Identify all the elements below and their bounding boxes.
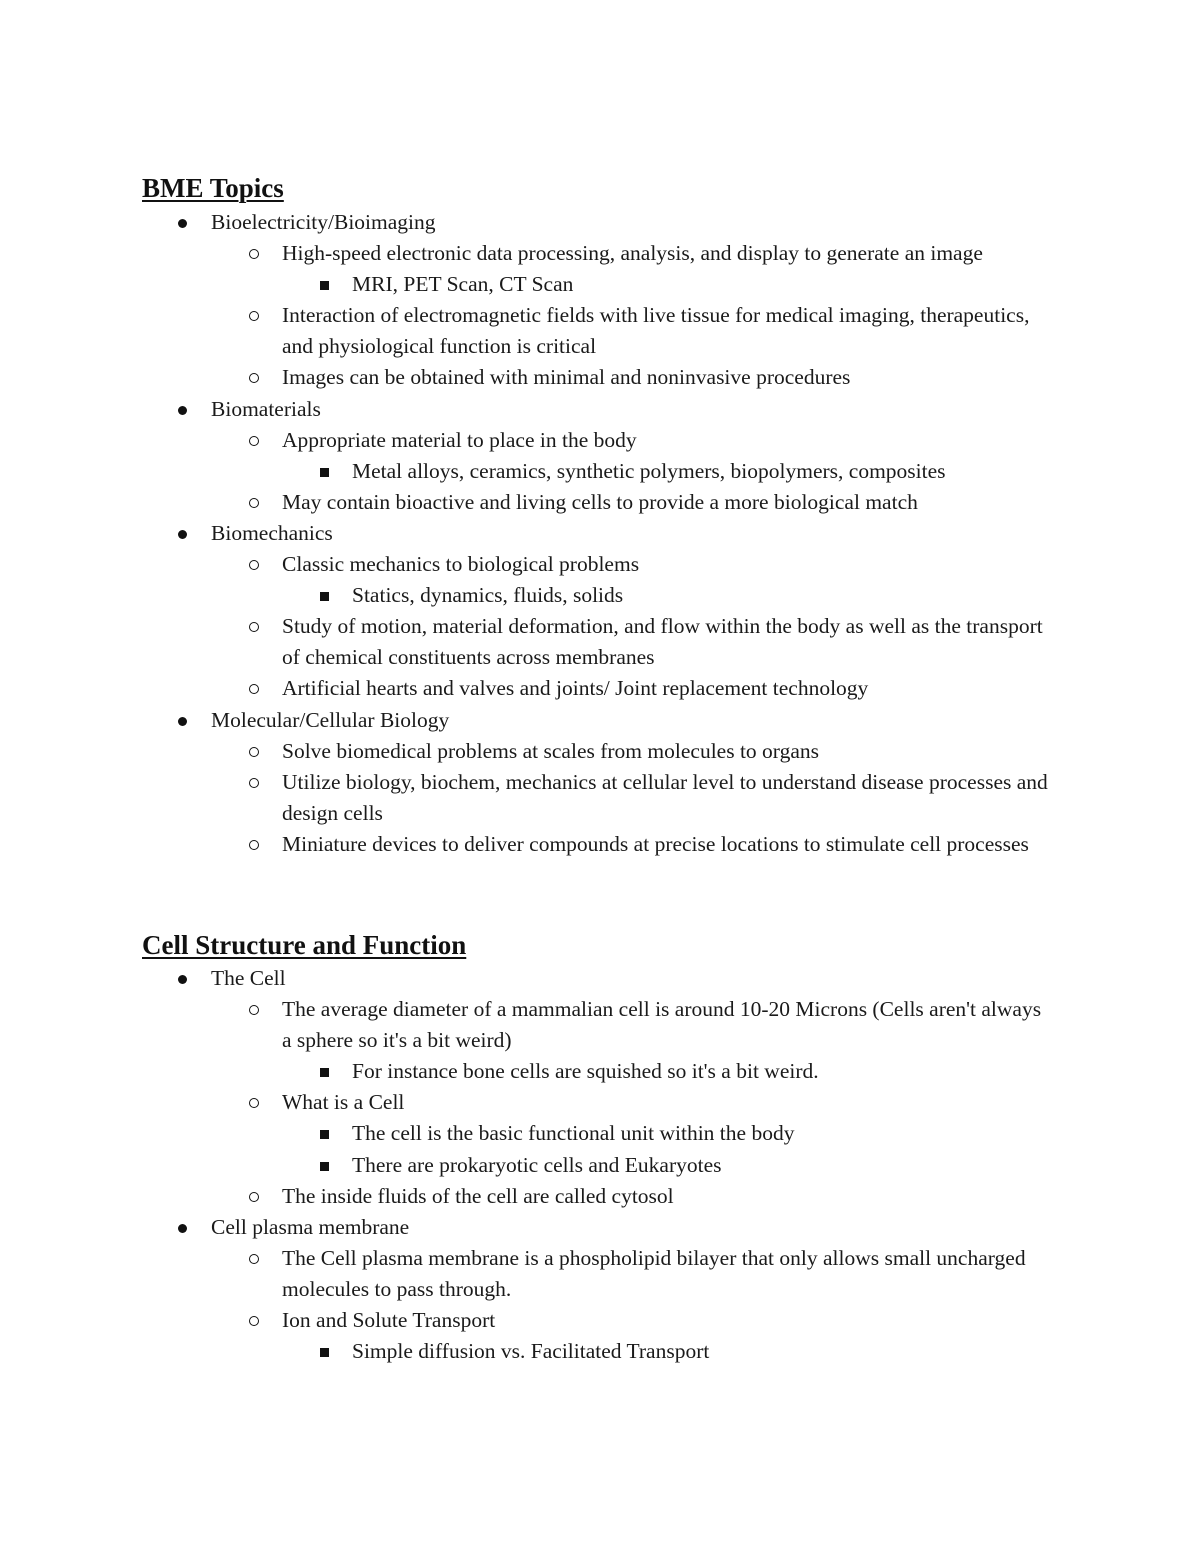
list-item-text: Interaction of electromagnetic fields with live tissue for medical imaging, therapeutics, and physiological function is critical xyxy=(282,303,1030,359)
list-item-text: May contain bioactive and living cells to provide a more biological match xyxy=(282,489,918,514)
hollow-circle-bullet-icon xyxy=(249,498,259,508)
list-item-text: Miniature devices to deliver compounds at precise locations to stimulate cell processes xyxy=(282,831,1029,856)
list-item xyxy=(0,767,1052,829)
list-item-text: Utilize biology, biochem, mechanics at cellular level to understand disease processes and design cells xyxy=(282,769,1048,825)
list-item xyxy=(0,425,1052,456)
list-item xyxy=(0,1118,1052,1149)
filled-square-bullet-icon xyxy=(320,1162,329,1171)
list-item-text: Ion and Solute Transport xyxy=(282,1308,496,1333)
list-item xyxy=(0,736,1052,767)
list-item xyxy=(0,611,1052,673)
list-item xyxy=(0,362,1052,393)
list-item xyxy=(0,269,1052,300)
hollow-circle-bullet-icon xyxy=(249,1098,259,1108)
list-item xyxy=(0,1212,1031,1243)
list-item-text: There are prokaryotic cells and Eukaryotes xyxy=(352,1152,722,1177)
filled-square-bullet-icon xyxy=(320,468,329,477)
list-item-text: Images can be obtained with minimal and noninvasive procedures xyxy=(282,365,851,390)
hollow-circle-bullet-icon xyxy=(249,622,259,632)
list-item-text: The Cell xyxy=(211,966,286,990)
list-item xyxy=(0,1150,1052,1181)
section-title-cell-structure: Cell Structure and Function xyxy=(142,930,467,960)
list-item xyxy=(0,705,1031,736)
list-item-text: For instance bone cells are squished so it's a bit weird. xyxy=(352,1059,819,1084)
section-title-bme-topics: BME Topics xyxy=(142,173,284,203)
cell-structure-list xyxy=(0,963,1052,1367)
list-item-text: Cell plasma membrane xyxy=(211,1214,410,1239)
hollow-circle-bullet-icon xyxy=(249,684,259,694)
list-item xyxy=(0,673,1052,704)
list-item-text: Molecular/Cellular Biology xyxy=(211,707,450,732)
hollow-circle-bullet-icon xyxy=(249,1005,259,1015)
list-item-text: The cell is the basic functional unit within the body xyxy=(352,1121,795,1146)
list-item-text: The inside fluids of the cell are called cytosol xyxy=(282,1183,674,1208)
filled-square-bullet-icon xyxy=(320,1348,329,1357)
hollow-circle-bullet-icon xyxy=(249,311,259,321)
list-item-text: Bioelectricity/Bioimaging xyxy=(211,210,436,234)
list-item-text: Simple diffusion vs. Facilitated Transport xyxy=(352,1339,710,1364)
hollow-circle-bullet-icon xyxy=(249,778,259,788)
filled-circle-bullet-icon xyxy=(178,530,187,539)
hollow-circle-bullet-icon xyxy=(249,373,259,383)
list-item-text: High-speed electronic data processing, analysis, and display to generate an image xyxy=(282,241,983,266)
hollow-circle-bullet-icon xyxy=(249,1254,259,1264)
list-item-text: Statics, dynamics, fluids, solids xyxy=(352,583,624,608)
filled-square-bullet-icon xyxy=(320,1068,329,1077)
list-item xyxy=(0,829,1052,860)
filled-square-bullet-icon xyxy=(320,592,329,601)
hollow-circle-bullet-icon xyxy=(249,560,259,570)
list-item xyxy=(0,1243,1052,1305)
filled-square-bullet-icon xyxy=(320,281,329,290)
list-item xyxy=(0,394,1031,425)
hollow-circle-bullet-icon xyxy=(249,840,259,850)
list-item xyxy=(0,549,1052,580)
filled-circle-bullet-icon xyxy=(178,975,187,984)
list-item xyxy=(0,456,1052,487)
list-item xyxy=(0,1056,1052,1087)
list-item xyxy=(0,1087,1052,1118)
list-item-text: MRI, PET Scan, CT Scan xyxy=(352,272,574,297)
list-item xyxy=(0,580,1052,611)
list-item xyxy=(0,1305,1052,1336)
bme-topics-list xyxy=(0,207,1052,860)
list-item xyxy=(0,238,1052,269)
list-item xyxy=(0,963,1031,994)
list-item xyxy=(0,207,1031,238)
list-item xyxy=(0,994,1052,1056)
list-item xyxy=(0,1181,1052,1212)
hollow-circle-bullet-icon xyxy=(249,1316,259,1326)
list-item-text: Biomaterials xyxy=(211,396,321,421)
list-item-text: Classic mechanics to biological problems xyxy=(282,552,640,577)
list-item-text: What is a Cell xyxy=(282,1090,405,1115)
filled-circle-bullet-icon xyxy=(178,717,187,726)
list-item-text: Study of motion, material deformation, and flow within the body as well as the transport of chemical constituents across membranes xyxy=(282,614,1043,670)
filled-circle-bullet-icon xyxy=(178,1224,187,1233)
hollow-circle-bullet-icon xyxy=(249,249,259,259)
list-item xyxy=(0,300,1052,362)
filled-circle-bullet-icon xyxy=(178,406,187,415)
list-item xyxy=(0,1336,1052,1367)
list-item-text: Appropriate material to place in the body xyxy=(282,427,637,452)
hollow-circle-bullet-icon xyxy=(249,436,259,446)
list-item-text: Metal alloys, ceramics, synthetic polymers, biopolymers, composites xyxy=(352,458,946,483)
list-item-text: The Cell plasma membrane is a phospholipid bilayer that only allows small uncharged molecules to pass through. xyxy=(282,1245,1026,1301)
list-item-text: Artificial hearts and valves and joints/ Joint replacement technology xyxy=(282,676,869,701)
hollow-circle-bullet-icon xyxy=(249,1192,259,1202)
list-item-text: Solve biomedical problems at scales from molecules to organs xyxy=(282,738,819,763)
list-item xyxy=(0,518,1031,549)
filled-circle-bullet-icon xyxy=(178,219,187,228)
list-item-text: The average diameter of a mammalian cell is around 10-20 Microns (Cells aren't always a sphere so it's a bit weird) xyxy=(282,997,1042,1053)
list-item-text: Biomechanics xyxy=(211,520,333,545)
hollow-circle-bullet-icon xyxy=(249,747,259,757)
filled-square-bullet-icon xyxy=(320,1130,329,1139)
list-item xyxy=(0,487,1052,518)
